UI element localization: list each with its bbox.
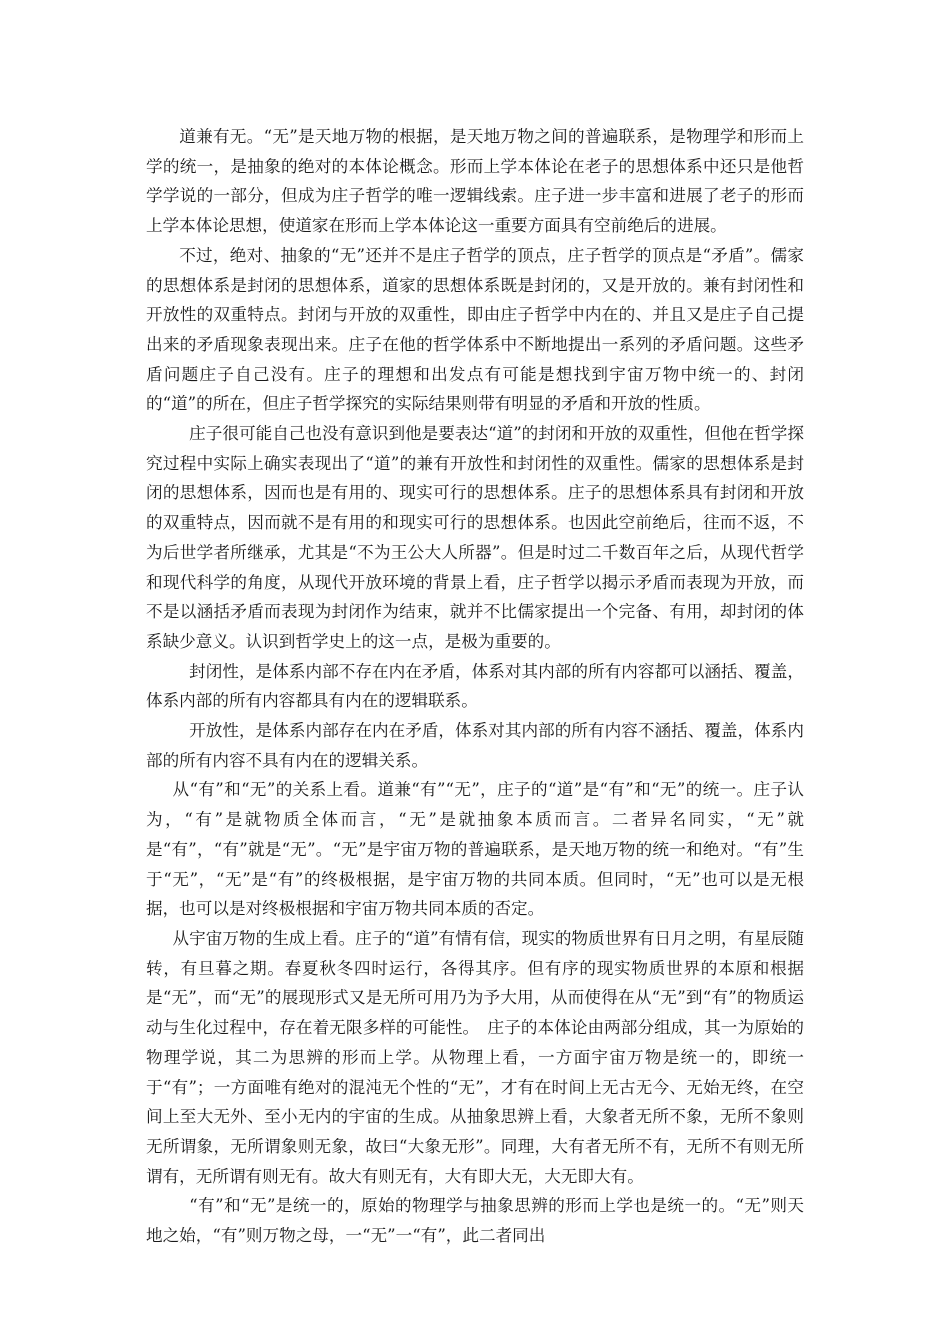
paragraph-4: 封闭性，是体系内部不存在内在矛盾，体系对其内部的所有内容都可以涵括、覆盖，体系内部的所有内容都具有内在的逻辑联系。 bbox=[146, 661, 804, 711]
paragraph-7: 从宇宙万物的生成上看。庄子的“道”有情有信，现实的物质世界有日月之明，有星辰随转，有旦暮之期。春夏秋冬四时运行，各得其序。但有序的现实物质世界的本原和根据是“无”，而“无”的展现形式又是无所可用乃为予大用，从而使得在从“无”到“有”的物质运动与生化过程中，存在着无限多样的可能性。 庄子的本体论由两部分组成，其一为原始的物理学说，其二为思辨的形而上学。从物理上看，一方面宇宙万物是统一的，即统一于“有”；一方面唯有绝对的混沌无个性的“无”，才有在时间上无古无今、无始无终，在空间上至大无外、至小无内的宇宙的生成。从抽象思辨上看，大象者无所不象，无所不象则无所谓象，无所谓象则无象，故曰“大象无形”。同理，大有者无所不有，无所不有则无所谓有，无所谓有则无有。故大有则无有，大有即大无，大无即大有。 bbox=[146, 928, 804, 1186]
paragraph-5: 开放性，是体系内部存在内在矛盾，体系对其内部的所有内容不涵括、覆盖，体系内部的所有内容不具有内在的逻辑关系。 bbox=[146, 721, 804, 770]
paragraph-6: 从“有”和“无”的关系上看。道兼“有”“无”，庄子的“道”是“有”和“无”的统一。庄子认为，“有”是就物质全体而言，“无”是就抽象本质而言。二者异名同实，“无”就是“有”，“有”就是“无”。“无”是宇宙万物的普遍联系，是天地万物的统一和绝对。“有”生于“无”，“无”是“有”的终极根据，是宇宙万物的共同本质。但同时，“无”也可以是无根据，也可以是对终极根据和宇宙万物共同本质的否定。 bbox=[146, 780, 804, 919]
paragraph-2: 不过，绝对、抽象的“无”还并不是庄子哲学的顶点，庄子哲学的顶点是“矛盾”。儒家的思想体系是封闭的思想体系，道家的思想体系既是封闭的，又是开放的。兼有封闭性和开放性的双重特点。封闭与开放的双重性，即由庄子哲学中内在的、并且又是庄子自己提出来的矛盾现象表现出来。庄子在他的哲学体系中不断地提出一系列的矛盾问题。这些矛盾问题庄子自己没有。庄子的理想和出发点有可能是想找到宇宙万物中统一的、封闭的“道”的所在，但庄子哲学探究的实际结果则带有明显的矛盾和开放的性质。 bbox=[146, 245, 804, 414]
paragraph-1: 道兼有无。“无”是天地万物的根据，是天地万物之间的普遍联系，是物理学和形而上学的统一，是抽象的绝对的本体论概念。形而上学本体论在老子的思想体系中还只是他哲学学说的一部分，但成为庄子哲学的唯一逻辑线索。庄子进一步丰富和进展了老子的形而上学本体论思想，使道家在形而上学本体论这一重要方面具有空前绝后的进展。 bbox=[146, 127, 804, 236]
body-text bbox=[146, 122, 804, 1251]
paragraph-8: “有”和“无”是统一的，原始的物理学与抽象思辨的形而上学也是统一的。“无”则天地之始，“有”则万物之母，一“无”一“有”，此二者同出 bbox=[146, 1196, 804, 1246]
paragraph-3: 庄子很可能自己也没有意识到他是要表达“道”的封闭和开放的双重性，但他在哲学探究过程中实际上确实表现出了“道”的兼有开放性和封闭性的双重性。儒家的思想体系是封闭的思想体系，因而也是有用的、现实可行的思想体系。庄子的思想体系具有封闭和开放的双重特点，因而就不是有用的和现实可行的思想体系。也因此空前绝后，往而不返，不为后世学者所继承，尤其是“不为王公大人所器”。但是时过二千数百年之后，从现代哲学和现代科学的角度，从现代开放环境的背景上看，庄子哲学以揭示矛盾而表现为开放，而不是以涵括矛盾而表现为封闭作为结束，就并不比儒家提出一个完备、有用，却封闭的体系缺少意义。认识到哲学史上的这一点，是极为重要的。 bbox=[146, 424, 804, 651]
